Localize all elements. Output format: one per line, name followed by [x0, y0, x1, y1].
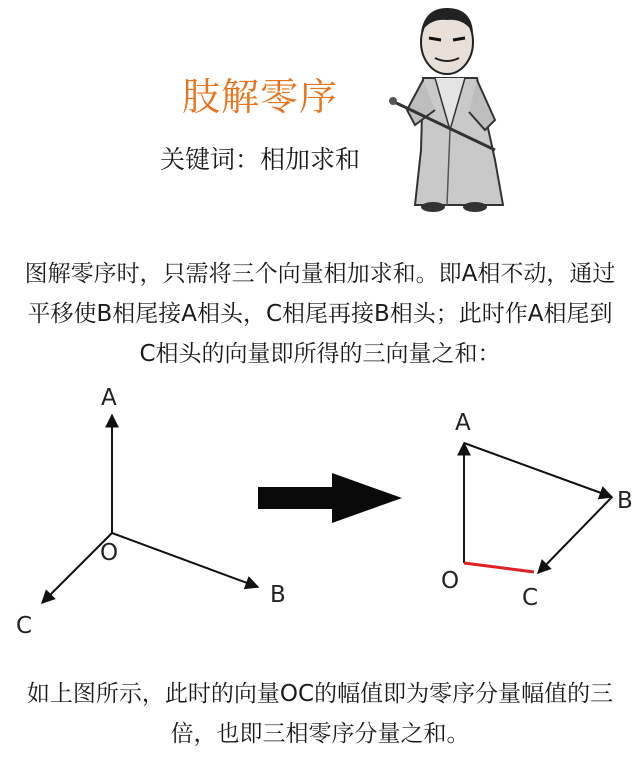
label-b-right: B	[617, 488, 633, 514]
label-a-left: A	[101, 385, 117, 411]
keywords-line: 关键词：相加求和	[159, 145, 360, 174]
intro-line: 图解零序时，只需将三个向量相加求和。即A相不动，通过	[24, 261, 616, 287]
label-a-right: A	[455, 410, 471, 436]
transform-arrow-icon	[258, 473, 402, 523]
left-phasor-diagram	[16, 385, 286, 639]
label-o-left: O	[100, 540, 119, 566]
mascot-figure	[385, 0, 515, 215]
phasor-b-left	[112, 533, 258, 587]
vector-diagram	[0, 375, 640, 650]
intro-line: 平移使B相尾接A相头，C相尾再接B相头；此时作A相尾到	[27, 301, 613, 327]
page-title: 肢解零序	[181, 75, 338, 119]
conclusion-line: 如上图所示，此时的向量OC的幅值即为零序分量幅值的三	[26, 681, 614, 707]
label-b-left: B	[270, 582, 286, 608]
intro-paragraph	[12, 254, 628, 374]
conclusion-line: 倍，也即三相零序分量之和。	[170, 721, 470, 747]
label-c-right: C	[522, 585, 539, 611]
phasor-b-right	[464, 443, 612, 497]
phasor-c-right	[538, 497, 612, 573]
conclusion-paragraph	[12, 674, 628, 754]
label-o-right: O	[441, 568, 460, 594]
label-c-left: C	[16, 613, 33, 639]
right-phasor-diagram	[441, 410, 633, 611]
resultant-oc	[464, 563, 534, 572]
intro-line: C相头的向量即所得的三向量之和：	[139, 341, 501, 367]
